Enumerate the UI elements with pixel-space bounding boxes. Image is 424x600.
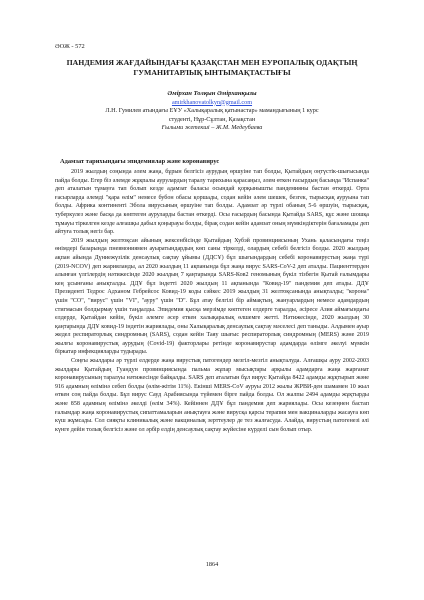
author-affiliation-line-1: Л.Н. Гумилев атындағы ЕҰУ «Халықаралық қатынастар» мамандығының 1 курс: [105, 107, 319, 115]
article-title-line-2: ГУМАНИТАРЛЫҚ ЫНТЫМАҚТАСТЫҒЫ: [133, 68, 291, 77]
author-affiliation-line-2: студенті, Нұр-Сұлтан, Қазақстан: [168, 115, 256, 123]
article-title-line-1: ПАНДЕМИЯ ЖАҒДАЙЫНДАҒЫ ҚАЗАҚСТАН МЕН ЕУРОПАЛЫҚ ОДАҚТЫҢ: [66, 58, 358, 67]
body-paragraph-2: 2019 жылдың желтоқсан айының жексенбісінде Қытайдың Хубэй провинциясының Ухань қаласындағы теңіз өнімдері базарында пневмониямен ауыратындардың көп саны тіркелді, олардың себебі белгісіз болды. 2020 жылдың ақпан айында Дүниежүзілік денсаулық сақтау ұйымы (ДДСҰ) бұл шығындардың себебі коронавирустың жаңа түрі (2019-NCOV) деп жарияланды, ал 2020 жылдың 11 ақпанында бұл жаңа вирус SARS-CoV-2 деп аталды. Пациенттерден алынған үлгілердің нәтижесінде 2020 жылдың 7 қаңтарында SARS-Ков2 геномының бүкіл тізбегін Қытай ғалымдары кең ұсынғаны анықталды. ДДҰ бұл індетті 2020 жылдың 11 ақпанында "Ковид-19" пандемия деп атады. ДДҰ Президенті Тедрос Адханом Гебрейсос Ковид-19 коды сәйкес 2019 жылдың 31 желтоқсанында анықталды; "корона" үшін "CO", "вирус" үшін "VI", "ауру" үшін "D". Бұл атау белгілі бір аймақтың, жануарлардың немесе адамдардың стигмасын болдырмау үшін таңдалды. Эпидемия қысқа мерзімде көптеген елдерге таралды, әсіресе Азия аймағындағы елдерде, Қытайдан кейін, бүкіл әлемге әсер еткен халықаралық өлшемге жетті. Нәтижесінде, 2020 жылдың 30 қаңтарында ДДҰ ковид-19 індетін жариялады, оны Халықаралық денсаулық сақтау мәселесі деп таныды. Алдымен ауыр жедел респираторлық синдромның (SARS), содан кейін Таяу шығыс респираторлық синдромның (MERS) және 2019 жылғы коронавирустық аурудың (Covid-19) факторлары ретінде коронавирустар адамдарда өлімге әкелуі мүмкін біркатар инфекцияларды тудырады.: [55, 237, 369, 356]
body-paragraph-3: Соңғы жылдары әр түрлі елдерде жаңа вирустық патогендер мезгіл-мезгіл анықталуда. Алғашқы ауру 2002-2003 жылдары Қытайдың Гуандун провинциясында пальма жұпар мысықтары арқылы адамдарға жаңа жарғанат коронавирусының таралуы нәтижесінде байқалды. SARS деп аталатын бұл вирус Қытайда 8422 адамды жұқтырып және 916 адамның өлімінә себеп болды (өлім-жітім 11%). Екінші MERS-CoV ауруы 2012 жылы ЖРВИ-ден шамамен 10 жыл өткен соң пайда болды. Бұл вирус Сауд Арабиясында түйемен бірге пайда болды. Ол жалпы 2494 адамды жұқтырды және 858 адамның өлімінә әкелді (өлім 34%). Кейіннен ДДҰ бұл пандемия деп жариялады. Осы кезеңнен бастап ғалымдар жаңа коронавирустық сипаттамаларын анықтауға және вирусқа қарсы терапия мен вакциналарды жасауға көп күш жұмсады. Сол сияқты клиникалық және вакциналық зерттеулер де тез жалғасуда. Алайда, вирустың патогенезі әлі күнге дейін толық белгісіз және ол әрбір елдің денсаулық сақтау жүйесіне күрделі сын болып отыр.: [55, 358, 369, 433]
author-block: [100, 90, 324, 133]
section-heading: Адамзат тарихындағы эпидемиялар және коронавирус: [60, 158, 220, 165]
article-title: [55, 58, 369, 78]
author-email-link[interactable]: amirkhanovatolkyn@gmail.com: [171, 98, 253, 106]
article-body: [55, 168, 369, 548]
udk-code: ӘОЖ - 572: [55, 43, 85, 50]
body-paragraph-1: 2019 жылдың соңында әлем жаңа, бұрын белгісіз аурудың өршуіне тап болды, Қытайдың оңтүстік-шығысында пайда болды. Егер біз әлемде жұқпалы аурулардың таралу тарихына қарасаңыз, әлем өткен ғасырдың басында "Испанка" деп аталатын тұмауға тап болып кезде адамзат баласы осындай қорқынышты пандемияны бастан өткерді. Орта ғасырларда әлемді "қара өлім" немесе бубон обасы қоршады, содан кейін әлем шешек, безгек, тырысқақ ауруына тап болды. Африка континенті Эбола вирусының өршуіне тап болды. Адамзат әр түрлі обаның 5-6 өршуін, тырысқақ, туберкулез және басқа да көптеген ауруларды бастан өткерді. Осы ғасырдың басында Қытайда SARS, құс және шошқа тұмауы тіркелген кезде алғашқы дабыл қоңырауы болды, бірақ содан кейін адамзат оның мүмкіндіктерін бағаламады деп айтуға толық негіз бар.: [55, 169, 369, 236]
author-name: Әмірхан Толқын Әмірханқызы: [167, 90, 257, 97]
page-number: 1864: [205, 561, 219, 568]
supervisor: Ғылыми жетекші – Ж.М. Медеубаева: [161, 124, 263, 132]
